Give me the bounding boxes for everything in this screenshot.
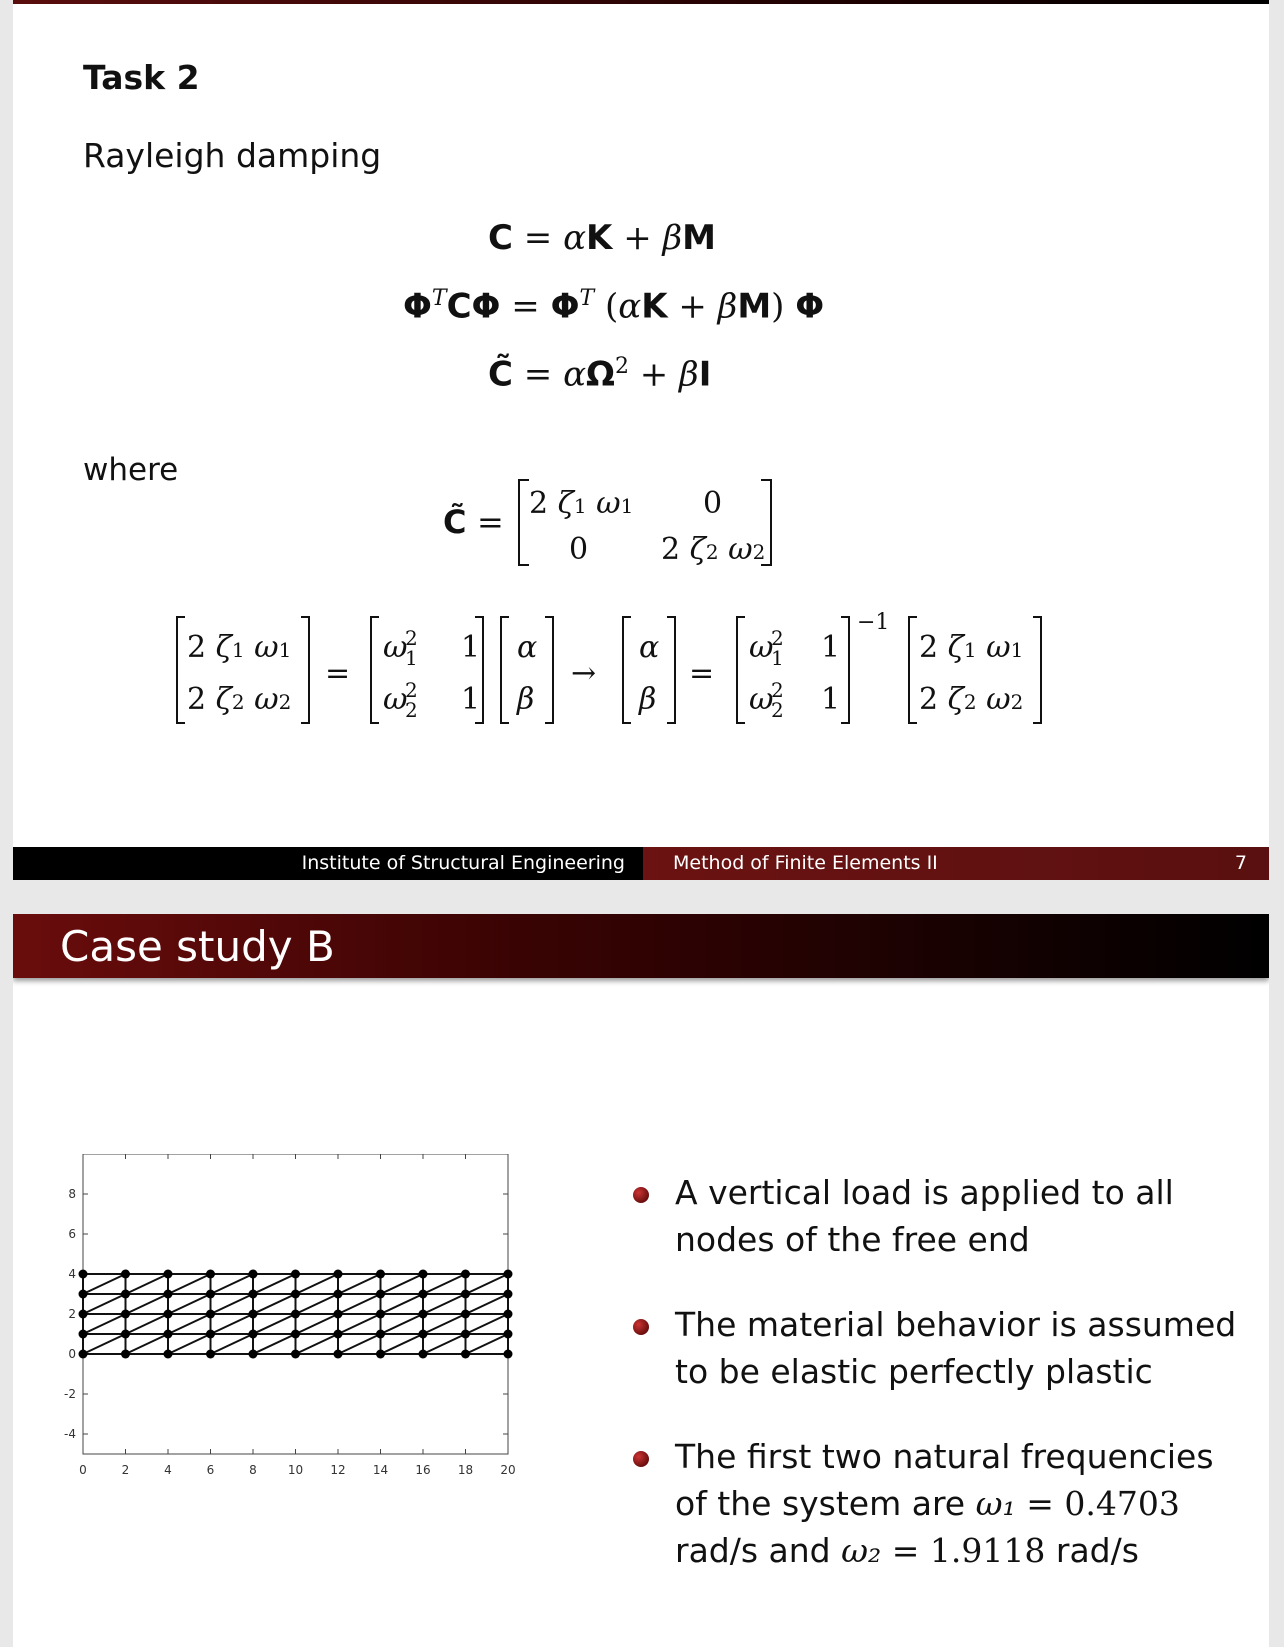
svg-text:2 ζ2 ω2: 2 ζ2 ω2	[661, 532, 766, 567]
mesh-node	[249, 1330, 258, 1339]
x-tick-label: 14	[372, 1463, 389, 1477]
omega1-symbol: ω₁	[975, 1484, 1016, 1523]
footer-institute: Institute of Structural Engineering	[13, 847, 643, 880]
mesh-node	[121, 1290, 130, 1299]
mesh-node	[376, 1310, 385, 1319]
slide-title: Case study B	[60, 922, 335, 971]
svg-text:α: α	[639, 630, 660, 665]
mesh-node	[419, 1290, 428, 1299]
mesh-node	[121, 1270, 130, 1279]
y-tick-label: 6	[68, 1227, 76, 1241]
svg-text:1: 1	[821, 630, 841, 665]
equation-modal-transform: $\Phi^TC\Phi = \Phi^T$ (αK + βM) Φ	[403, 286, 825, 327]
svg-text:β: β	[639, 682, 657, 717]
footer-course-bar	[643, 847, 1269, 880]
svg-text:−1: −1	[857, 610, 890, 635]
equation-c-tilde-matrix	[443, 475, 823, 575]
svg-text:=: =	[325, 656, 351, 691]
svg-text:0: 0	[569, 532, 589, 567]
svg-text:ω: ω	[749, 630, 774, 665]
omega2-value: 1.9118	[929, 1531, 1046, 1570]
mesh-node	[121, 1350, 130, 1359]
svg-text:1: 1	[461, 630, 481, 665]
y-tick-label: -2	[64, 1387, 76, 1401]
x-tick-label: 8	[249, 1463, 257, 1477]
x-tick-label: 4	[164, 1463, 172, 1477]
mesh-node	[461, 1290, 470, 1299]
mesh-node	[376, 1330, 385, 1339]
y-tick-label: 0	[68, 1347, 76, 1361]
omega2-symbol: ω₂	[841, 1531, 882, 1570]
bullet-item: The first two natural frequencies of the system are ω₁ = 0.4703 rad/s and ω₂ = 1.9118 rad/s	[633, 1433, 1253, 1574]
y-tick-label: -4	[64, 1427, 76, 1441]
mesh-node	[461, 1330, 470, 1339]
mesh-node	[206, 1270, 215, 1279]
mesh-node	[504, 1310, 513, 1319]
svg-text:1: 1	[821, 682, 841, 717]
equation-modal-damping: C̃ = $\alpha\Omega^2 + \beta I$	[488, 354, 712, 395]
svg-text:2: 2	[771, 698, 784, 722]
svg-text:→: →	[571, 656, 597, 691]
x-tick-label: 10	[287, 1463, 304, 1477]
task-title: Task 2	[83, 58, 200, 97]
svg-text:2: 2	[405, 678, 418, 702]
mesh-node	[334, 1310, 343, 1319]
mesh-node	[334, 1270, 343, 1279]
svg-text:=: =	[477, 503, 504, 541]
mesh-node	[164, 1310, 173, 1319]
mesh-node	[291, 1330, 300, 1339]
mesh-node	[419, 1310, 428, 1319]
mesh-node	[206, 1350, 215, 1359]
svg-text:=: =	[689, 656, 715, 691]
mesh-node	[164, 1350, 173, 1359]
svg-text:2 ζ1 ω1: 2 ζ1 ω1	[187, 630, 292, 665]
mesh-node	[334, 1350, 343, 1359]
svg-text:1: 1	[771, 646, 784, 670]
bullet-dot-icon	[633, 1451, 649, 1467]
page-number: 7	[1234, 852, 1247, 874]
svg-text:C̃: C̃	[443, 503, 467, 541]
svg-text:2: 2	[405, 626, 418, 650]
footer-course: Method of Finite Elements II	[673, 852, 938, 874]
svg-text:2: 2	[405, 698, 418, 722]
mesh-node	[79, 1290, 88, 1299]
svg-text:1: 1	[405, 646, 418, 670]
bullet-dot-icon	[633, 1187, 649, 1203]
svg-text:1: 1	[461, 682, 481, 717]
mesh-node	[249, 1350, 258, 1359]
x-tick-label: 12	[330, 1463, 346, 1477]
svg-text:2 ζ2 ω2: 2 ζ2 ω2	[919, 682, 1024, 717]
svg-text:2: 2	[771, 626, 784, 650]
x-tick-label: 16	[415, 1463, 431, 1477]
slide-task-2	[13, 0, 1269, 880]
mesh-node	[291, 1310, 300, 1319]
mesh-node	[334, 1330, 343, 1339]
mesh-node	[121, 1310, 130, 1319]
mesh-node	[164, 1270, 173, 1279]
equation-rayleigh-coefficients	[173, 605, 1073, 740]
mesh-node	[249, 1290, 258, 1299]
y-tick-label: 2	[68, 1307, 76, 1321]
y-tick-label: 4	[68, 1267, 76, 1281]
mesh-node	[121, 1330, 130, 1339]
mesh-node	[376, 1270, 385, 1279]
mesh-node	[164, 1290, 173, 1299]
bullet-text: The material behavior is assumed to be elastic perfectly plastic	[675, 1305, 1237, 1391]
svg-text:2 ζ1 ω1: 2 ζ1 ω1	[919, 630, 1024, 665]
x-tick-label: 20	[500, 1463, 516, 1477]
mesh-node	[461, 1310, 470, 1319]
svg-text:2 ζ2 ω2: 2 ζ2 ω2	[187, 682, 292, 717]
subtitle: Rayleigh damping	[83, 136, 382, 175]
mesh-node	[79, 1270, 88, 1279]
svg-text:ω: ω	[383, 682, 408, 717]
mesh-node	[419, 1270, 428, 1279]
mesh-node	[291, 1350, 300, 1359]
bullet-dot-icon	[633, 1319, 649, 1335]
slide-footer	[13, 847, 1269, 880]
mesh-node	[419, 1330, 428, 1339]
svg-text:α: α	[517, 630, 538, 665]
bullet-item	[633, 1301, 1253, 1395]
bullet-item	[633, 1169, 1253, 1263]
mesh-node	[79, 1330, 88, 1339]
bullet-text-prefix: The first two natural frequencies of the system are	[675, 1437, 1214, 1523]
mesh-node	[79, 1310, 88, 1319]
svg-text:2: 2	[771, 678, 784, 702]
mesh-node	[376, 1350, 385, 1359]
mesh-node	[504, 1290, 513, 1299]
mesh-node	[461, 1270, 470, 1279]
mesh-node	[334, 1290, 343, 1299]
where-label: where	[83, 452, 179, 488]
x-tick-label: 6	[206, 1463, 215, 1477]
x-tick-label: 0	[79, 1463, 87, 1477]
y-tick-label: 8	[68, 1187, 76, 1201]
svg-text:ω: ω	[383, 630, 408, 665]
mesh-node	[291, 1290, 300, 1299]
x-tick-label: 18	[457, 1463, 474, 1477]
mesh-node	[206, 1290, 215, 1299]
mesh-node	[504, 1270, 513, 1279]
bullet-text: A vertical load is applied to all nodes of the free end	[675, 1173, 1174, 1259]
mesh-node	[376, 1290, 385, 1299]
mesh-node	[504, 1330, 513, 1339]
mesh-node	[206, 1330, 215, 1339]
mesh-node	[291, 1270, 300, 1279]
bullet-list	[633, 1169, 1253, 1612]
omega1-value: 0.4703	[1064, 1484, 1180, 1523]
mesh-node	[461, 1350, 470, 1359]
mesh-node	[206, 1310, 215, 1319]
svg-text:ω: ω	[749, 682, 774, 717]
mesh-node	[249, 1310, 258, 1319]
slide-case-study-b	[13, 914, 1269, 1647]
mesh-plot	[53, 1154, 553, 1484]
bullet-text-mid: rad/s and	[675, 1531, 831, 1570]
bullet-text-unit: rad/s	[1055, 1531, 1139, 1570]
mesh-node	[249, 1270, 258, 1279]
svg-text:2 ζ1 ω1: 2 ζ1 ω1	[529, 486, 634, 521]
mesh-node	[164, 1330, 173, 1339]
svg-text:0: 0	[703, 486, 723, 521]
x-tick-label: 2	[121, 1463, 130, 1477]
equation-damping-matrix: C = αK + βM	[488, 218, 716, 258]
slide-header	[13, 914, 1269, 978]
top-accent-line	[13, 0, 1269, 4]
svg-text:β: β	[517, 682, 535, 717]
mesh-node	[504, 1350, 513, 1359]
mesh-node	[419, 1350, 428, 1359]
mesh-node	[79, 1350, 88, 1359]
